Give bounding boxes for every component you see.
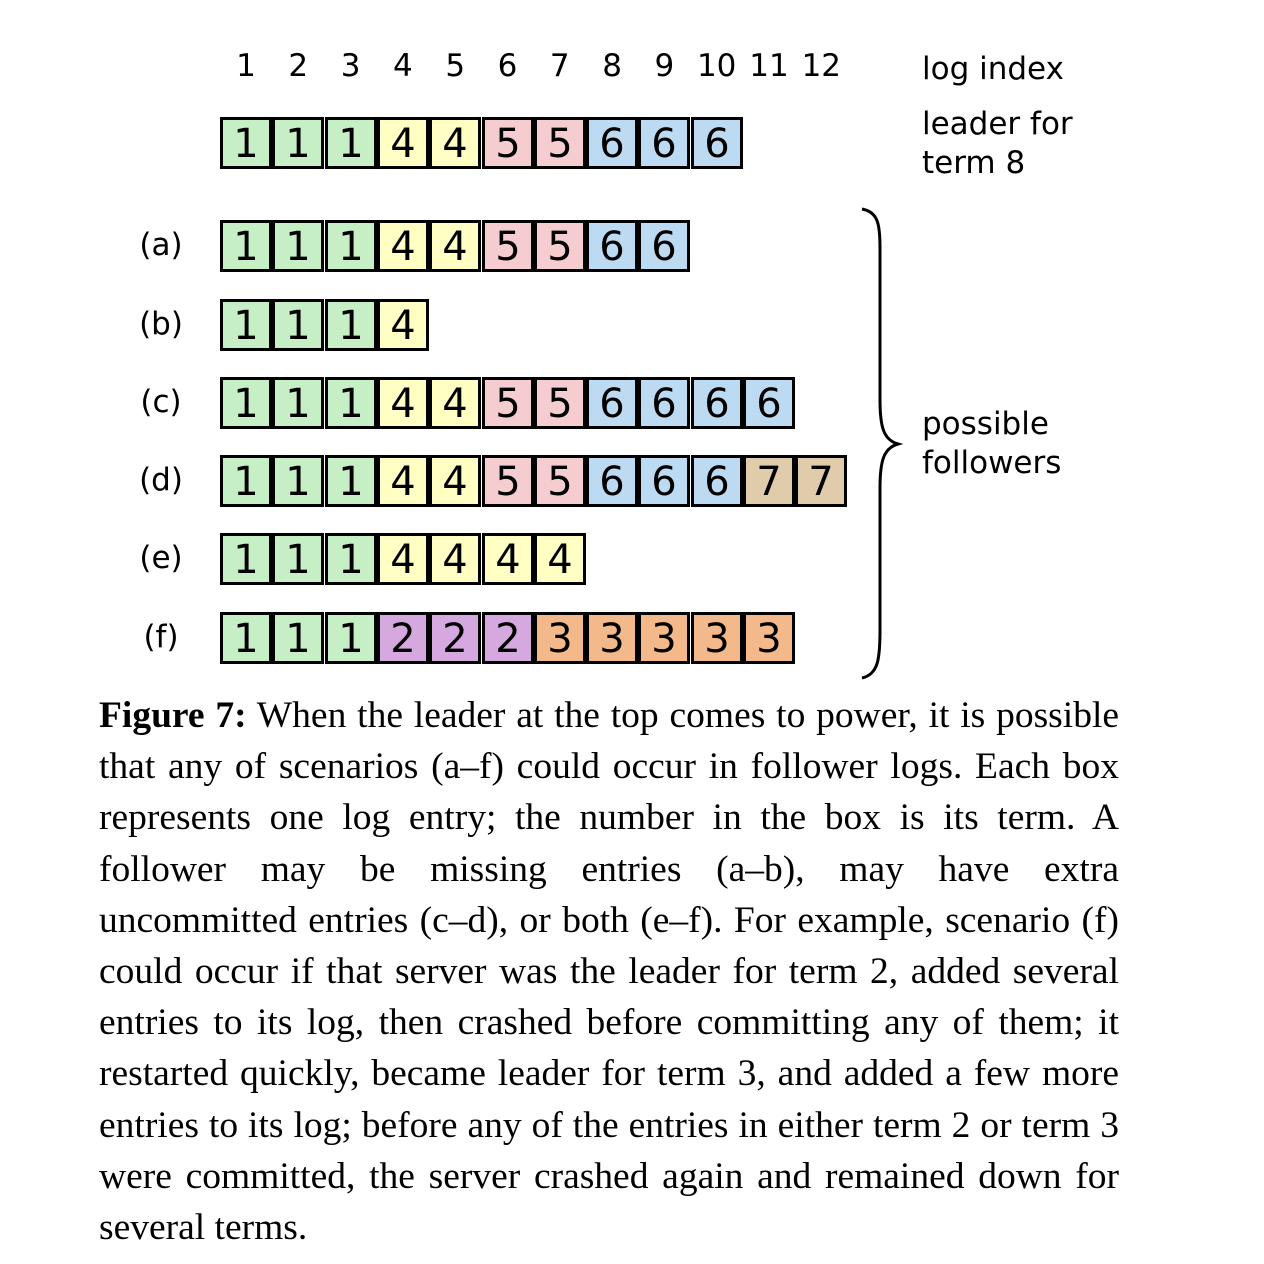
log-entry: 3 bbox=[586, 612, 638, 664]
log-entry: 1 bbox=[325, 220, 377, 272]
followers-label-line1: possible bbox=[922, 406, 1049, 442]
log-entry: 4 bbox=[429, 533, 481, 585]
follower-log bbox=[220, 377, 795, 429]
log-index-9: 9 bbox=[654, 48, 675, 84]
log-index-2: 2 bbox=[288, 48, 309, 84]
log-entry: 5 bbox=[534, 377, 586, 429]
log-entry: 3 bbox=[534, 612, 586, 664]
log-entry: 1 bbox=[220, 299, 272, 351]
log-entry: 4 bbox=[482, 533, 534, 585]
log-entry: 1 bbox=[272, 377, 324, 429]
log-entry: 5 bbox=[482, 377, 534, 429]
log-index-7: 7 bbox=[549, 48, 570, 84]
follower-label: (b) bbox=[139, 306, 183, 342]
log-entry: 6 bbox=[638, 117, 690, 169]
log-entry: 1 bbox=[325, 533, 377, 585]
log-entry: 1 bbox=[325, 117, 377, 169]
followers-label-line2: followers bbox=[922, 445, 1062, 481]
log-entry: 4 bbox=[429, 117, 481, 169]
log-entry: 1 bbox=[272, 533, 324, 585]
follower-label: (e) bbox=[139, 540, 183, 576]
log-index-10: 10 bbox=[696, 48, 737, 84]
log-entry: 5 bbox=[482, 220, 534, 272]
log-entry: 2 bbox=[429, 612, 481, 664]
log-index-1: 1 bbox=[236, 48, 256, 84]
log-index-8: 8 bbox=[602, 48, 622, 84]
log-entry: 3 bbox=[743, 612, 795, 664]
log-entry: 1 bbox=[272, 612, 324, 664]
figure-caption bbox=[99, 690, 1119, 1253]
log-entry: 2 bbox=[482, 612, 534, 664]
leader-label-line1: leader for bbox=[922, 106, 1073, 142]
followers-brace bbox=[850, 200, 910, 690]
log-index-5: 5 bbox=[445, 48, 466, 84]
log-entry: 1 bbox=[325, 299, 377, 351]
log-entry: 1 bbox=[272, 117, 324, 169]
follower-log bbox=[220, 299, 429, 351]
log-entry: 1 bbox=[272, 220, 324, 272]
log-entry: 6 bbox=[586, 117, 638, 169]
follower-label: (c) bbox=[140, 384, 182, 420]
log-entry: 6 bbox=[638, 377, 690, 429]
log-entry: 6 bbox=[691, 455, 743, 507]
followers-label bbox=[922, 405, 1061, 483]
log-entry: 6 bbox=[638, 455, 690, 507]
log-index-4: 4 bbox=[393, 48, 413, 84]
log-entry: 7 bbox=[743, 455, 795, 507]
log-entry: 4 bbox=[377, 377, 429, 429]
log-entry: 5 bbox=[534, 117, 586, 169]
log-entry: 1 bbox=[325, 612, 377, 664]
log-entry: 1 bbox=[325, 377, 377, 429]
log-entry: 4 bbox=[429, 377, 481, 429]
log-entry: 5 bbox=[482, 455, 534, 507]
follower-label: (a) bbox=[139, 227, 183, 263]
log-entry: 1 bbox=[220, 612, 272, 664]
log-entry: 5 bbox=[482, 117, 534, 169]
log-entry: 1 bbox=[272, 299, 324, 351]
log-entry: 4 bbox=[377, 455, 429, 507]
log-entry: 1 bbox=[220, 220, 272, 272]
log-entry: 3 bbox=[638, 612, 690, 664]
log-entry: 1 bbox=[325, 455, 377, 507]
log-entry: 4 bbox=[429, 455, 481, 507]
follower-log bbox=[220, 220, 691, 272]
log-entry: 6 bbox=[691, 377, 743, 429]
log-index-12: 12 bbox=[801, 48, 842, 84]
leader-log bbox=[220, 117, 743, 169]
log-entry: 6 bbox=[743, 377, 795, 429]
log-entry: 1 bbox=[220, 533, 272, 585]
log-entry: 4 bbox=[377, 299, 429, 351]
caption-text: When the leader at the top comes to power, it is possible that any of scenarios (a–f) could occur in follower logs. Each box represents one log entry; the number in the box is its term. A follower may be missing entries (a–b), may have extra uncommitted entries (c–d), or both (e–f). For example, scenario (f) could occur if that server was the leader for term 2, added several entries to its log, then crashed before committing any of them; it restarted quickly, became leader for term 3, and added a few more entries to its log; before any of the entries in either term 2 or term 3 were committed, the server crashed again and remained down for several terms. bbox=[99, 695, 1120, 1249]
log-entry: 6 bbox=[586, 377, 638, 429]
log-index-11: 11 bbox=[749, 48, 789, 84]
follower-log bbox=[220, 612, 795, 664]
log-entry: 1 bbox=[272, 455, 324, 507]
log-entry: 6 bbox=[638, 220, 690, 272]
log-entry: 4 bbox=[377, 220, 429, 272]
log-entry: 6 bbox=[586, 220, 638, 272]
log-entry: 4 bbox=[429, 220, 481, 272]
log-entry: 4 bbox=[377, 117, 429, 169]
log-entry: 5 bbox=[534, 220, 586, 272]
log-entry: 1 bbox=[220, 455, 272, 507]
log-entry: 6 bbox=[586, 455, 638, 507]
log-index-3: 3 bbox=[340, 48, 361, 84]
follower-log bbox=[220, 455, 848, 507]
log-index-6: 6 bbox=[497, 48, 518, 84]
caption-figure-number: Figure 7: bbox=[99, 695, 247, 736]
log-entry: 4 bbox=[377, 533, 429, 585]
log-entry: 6 bbox=[691, 117, 743, 169]
log-entry: 3 bbox=[691, 612, 743, 664]
leader-label-line2: term 8 bbox=[922, 145, 1026, 181]
follower-label: (d) bbox=[139, 462, 183, 498]
log-entry: 2 bbox=[377, 612, 429, 664]
log-entry: 4 bbox=[534, 533, 586, 585]
log-entry: 7 bbox=[795, 455, 847, 507]
leader-label bbox=[922, 105, 1073, 183]
log-entry: 1 bbox=[220, 117, 272, 169]
follower-log bbox=[220, 533, 586, 585]
log-entry: 5 bbox=[534, 455, 586, 507]
log-entry: 1 bbox=[220, 377, 272, 429]
follower-label: (f) bbox=[143, 619, 179, 655]
log-index-label: log index bbox=[922, 51, 1064, 87]
